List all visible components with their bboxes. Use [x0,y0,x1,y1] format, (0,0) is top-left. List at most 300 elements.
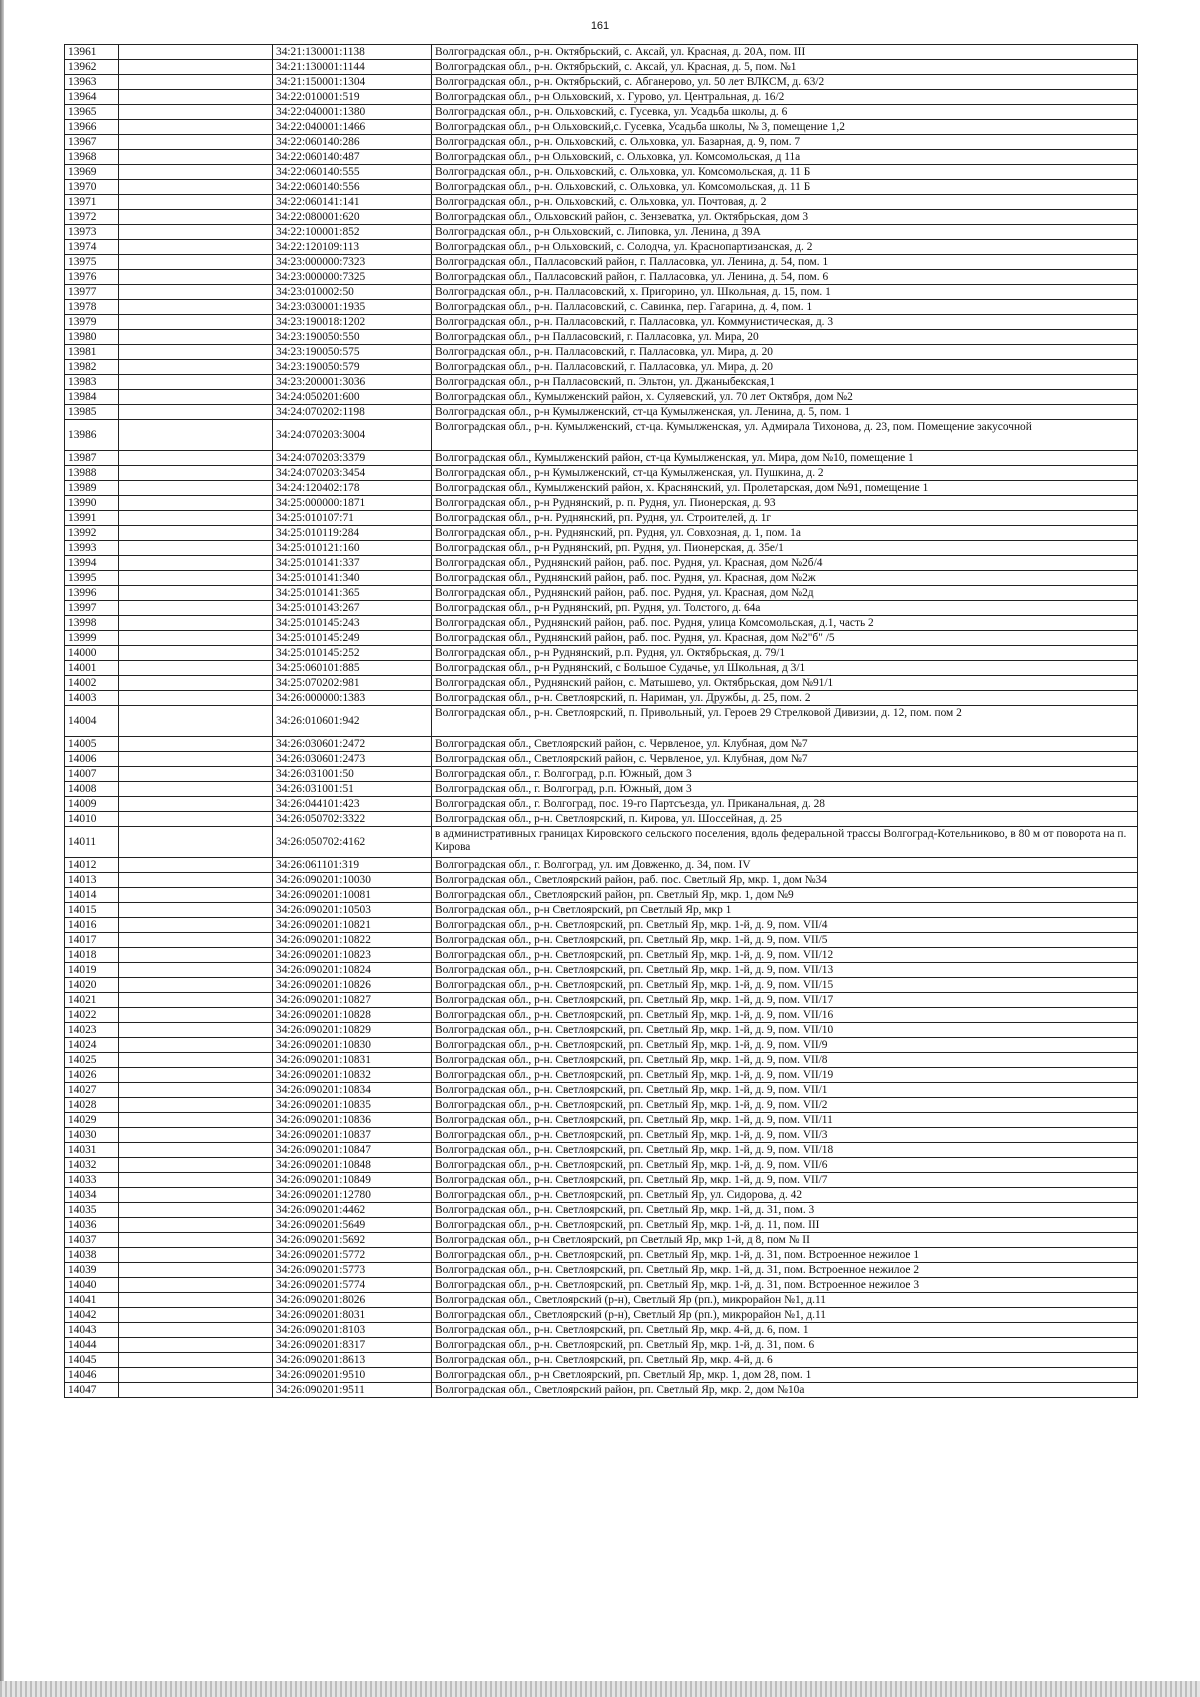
row-number-cell: 13996 [65,586,119,601]
empty-cell [119,706,273,737]
address-cell: Волгоградская обл., р-н. Октябрьский, с. Аксай, ул. Красная, д. 20А, пом. III [432,45,1138,60]
table-row [65,511,1138,526]
address-cell: Волгоградская обл., Руднянский район, раб. пос. Рудня, ул. Красная, дом №2д [432,586,1138,601]
address-cell: Волгоградская обл., р-н Кумылженский, ст-ца Кумылженская, ул. Пушкина, д. 2 [432,466,1138,481]
address-cell: Волгоградская обл., р-н. Светлоярский, рп. Светлый Яр, мкр. 1-й, д. 9, пом. VII/16 [432,1008,1138,1023]
address-cell: Волгоградская обл., г. Волгоград, р.п. Южный, дом 3 [432,767,1138,782]
address-cell: Волгоградская обл., р-н. Светлоярский, рп. Светлый Яр, мкр. 1-й, д. 9, пом. VII/7 [432,1173,1138,1188]
scan-edge-bottom [0,1681,1200,1697]
row-number-cell: 14025 [65,1053,119,1068]
row-number-cell: 13979 [65,315,119,330]
cadastral-number-cell: 34:26:090201:10847 [273,1143,432,1158]
table-row [65,1263,1138,1278]
cadastral-number-cell: 34:22:060140:556 [273,180,432,195]
empty-cell [119,481,273,496]
address-cell: Волгоградская обл., р-н. Светлоярский, рп. Светлый Яр, мкр. 4-й, д. 6, пом. 1 [432,1323,1138,1338]
empty-cell [119,571,273,586]
address-cell: Волгоградская обл., р-н. Светлоярский, рп. Светлый Яр, ул. Сидорова, д. 42 [432,1188,1138,1203]
empty-cell [119,827,273,858]
empty-cell [119,812,273,827]
row-number-cell: 14020 [65,978,119,993]
row-number-cell: 13985 [65,405,119,420]
empty-cell [119,1053,273,1068]
row-number-cell: 13993 [65,541,119,556]
table-row [65,918,1138,933]
empty-cell [119,1188,273,1203]
empty-cell [119,1233,273,1248]
cadastral-number-cell: 34:25:010119:284 [273,526,432,541]
table-row [65,1248,1138,1263]
cadastral-number-cell: 34:22:060140:487 [273,150,432,165]
cadastral-number-cell: 34:26:090201:10821 [273,918,432,933]
address-cell: Волгоградская обл., р-н. Ольховский, с. Ольховка, ул. Базарная, д. 9, пом. 7 [432,135,1138,150]
row-number-cell: 14041 [65,1293,119,1308]
cadastral-number-cell: 34:22:010001:519 [273,90,432,105]
row-number-cell: 14000 [65,646,119,661]
address-cell: Волгоградская обл., р-н Кумылженский, ст-ца Кумылженская, ул. Ленина, д. 5, пом. 1 [432,405,1138,420]
table-row [65,165,1138,180]
empty-cell [119,1113,273,1128]
row-number-cell: 13999 [65,631,119,646]
cadastral-number-cell: 34:26:061101:319 [273,858,432,873]
cadastral-number-cell: 34:26:090201:10829 [273,1023,432,1038]
address-cell: Волгоградская обл., р-н. Светлоярский, рп. Светлый Яр, мкр. 1-й, д. 9, пом. VII/15 [432,978,1138,993]
cadastral-number-cell: 34:22:060140:555 [273,165,432,180]
address-cell: Волгоградская обл., Руднянский район, с. Матышево, ул. Октябрьская, дом №91/1 [432,676,1138,691]
address-cell: Волгоградская обл., Кумылженский район, х. Краснянский, ул. Пролетарская, дом №91, помещение 1 [432,481,1138,496]
empty-cell [119,691,273,706]
cadastral-number-cell: 34:26:010601:942 [273,706,432,737]
row-number-cell: 14037 [65,1233,119,1248]
empty-cell [119,797,273,812]
row-number-cell: 14010 [65,812,119,827]
cadastral-number-cell: 34:25:010145:249 [273,631,432,646]
empty-cell [119,466,273,481]
row-number-cell: 13983 [65,375,119,390]
row-number-cell: 13977 [65,285,119,300]
row-number-cell: 13990 [65,496,119,511]
row-number-cell: 14017 [65,933,119,948]
cadastral-number-cell: 34:24:120402:178 [273,481,432,496]
row-number-cell: 14035 [65,1203,119,1218]
cadastral-number-cell: 34:22:120109:113 [273,240,432,255]
cadastral-number-cell: 34:21:130001:1138 [273,45,432,60]
table-row [65,105,1138,120]
address-cell: Волгоградская обл., Ольховский район, с. Зензеватка, ул. Октябрьская, дом 3 [432,210,1138,225]
cadastral-number-cell: 34:25:000000:1871 [273,496,432,511]
empty-cell [119,420,273,451]
table-row [65,375,1138,390]
row-number-cell: 14007 [65,767,119,782]
row-number-cell: 14004 [65,706,119,737]
cadastral-number-cell: 34:26:090201:10828 [273,1008,432,1023]
cadastral-number-cell: 34:22:060141:141 [273,195,432,210]
address-cell: Волгоградская обл., р-н. Светлоярский, рп. Светлый Яр, мкр. 1-й, д. 9, пом. VII/1 [432,1083,1138,1098]
row-number-cell: 13986 [65,420,119,451]
table-row [65,858,1138,873]
cadastral-number-cell: 34:22:100001:852 [273,225,432,240]
empty-cell [119,1278,273,1293]
address-cell: в административных границах Кировского сельского поселения, вдоль федеральной трассы Волгоград-Котельниково, в 80 м от поворота на п. Кирова [432,827,1138,858]
table-row [65,481,1138,496]
row-number-cell: 13978 [65,300,119,315]
table-row [65,752,1138,767]
cadastral-number-cell: 34:26:090201:10831 [273,1053,432,1068]
empty-cell [119,1353,273,1368]
table-row [65,571,1138,586]
cadastral-number-cell: 34:26:030601:2472 [273,737,432,752]
row-number-cell: 13969 [65,165,119,180]
table-row [65,90,1138,105]
table-row [65,1188,1138,1203]
empty-cell [119,285,273,300]
table-row [65,1053,1138,1068]
empty-cell [119,1143,273,1158]
cadastral-number-cell: 34:26:031001:50 [273,767,432,782]
table-row [65,616,1138,631]
address-cell: Волгоградская обл., Руднянский район, раб. пос. Рудня, ул. Красная, дом №2б/4 [432,556,1138,571]
table-row [65,60,1138,75]
table-row [65,586,1138,601]
empty-cell [119,1173,273,1188]
table-row [65,1023,1138,1038]
address-cell: Волгоградская обл., Руднянский район, раб. пос. Рудня, ул. Красная, дом №2"б" /5 [432,631,1138,646]
row-number-cell: 13995 [65,571,119,586]
cadastral-number-cell: 34:26:090201:10827 [273,993,432,1008]
address-cell: Волгоградская обл., р-н. Ольховский, с. Ольховка, ул. Комсомольская, д. 11 Б [432,180,1138,195]
table-row [65,541,1138,556]
cadastral-number-cell: 34:26:090201:8613 [273,1353,432,1368]
table-row [65,466,1138,481]
address-cell: Волгоградская обл., р-н Ольховский, с. Солодча, ул. Краснопартизанская, д. 2 [432,240,1138,255]
table-row [65,345,1138,360]
cadastral-number-cell: 34:26:090201:10824 [273,963,432,978]
cadastral-number-cell: 34:23:000000:7323 [273,255,432,270]
address-cell: Волгоградская обл., р-н. Палласовский, х. Пригорино, ул. Школьная, д. 15, пом. 1 [432,285,1138,300]
empty-cell [119,405,273,420]
cadastral-number-cell: 34:21:130001:1144 [273,60,432,75]
row-number-cell: 14031 [65,1143,119,1158]
row-number-cell: 14046 [65,1368,119,1383]
address-cell: Волгоградская обл., р-н. Светлоярский, рп. Светлый Яр, мкр. 1-й, д. 31, пом. 6 [432,1338,1138,1353]
row-number-cell: 14021 [65,993,119,1008]
table-row [65,1203,1138,1218]
cadastral-number-cell: 34:26:090201:10832 [273,1068,432,1083]
cadastral-number-cell: 34:25:010141:337 [273,556,432,571]
empty-cell [119,556,273,571]
empty-cell [119,255,273,270]
address-cell: Волгоградская обл., р-н. Светлоярский, рп. Светлый Яр, мкр. 1-й, д. 31, пом. Встроенное нежилое 1 [432,1248,1138,1263]
table-row [65,631,1138,646]
registry-table-body [65,45,1138,1398]
row-number-cell: 14013 [65,873,119,888]
empty-cell [119,270,273,285]
cadastral-number-cell: 34:26:090201:10823 [273,948,432,963]
cadastral-number-cell: 34:25:060101:885 [273,661,432,676]
empty-cell [119,1158,273,1173]
empty-cell [119,1038,273,1053]
empty-cell [119,195,273,210]
empty-cell [119,918,273,933]
table-row [65,75,1138,90]
cadastral-number-cell: 34:26:050702:3322 [273,812,432,827]
row-number-cell: 14014 [65,888,119,903]
cadastral-number-cell: 34:26:090201:10849 [273,1173,432,1188]
row-number-cell: 14044 [65,1338,119,1353]
address-cell: Волгоградская обл., Палласовский район, г. Палласовка, ул. Ленина, д. 54, пом. 1 [432,255,1138,270]
address-cell: Волгоградская обл., Руднянский район, раб. пос. Рудня, ул. Красная, дом №2ж [432,571,1138,586]
row-number-cell: 13971 [65,195,119,210]
cadastral-number-cell: 34:26:090201:5772 [273,1248,432,1263]
row-number-cell: 14003 [65,691,119,706]
address-cell: Волгоградская обл., Руднянский район, раб. пос. Рудня, улица Комсомольская, д.1, часть 2 [432,616,1138,631]
row-number-cell: 13972 [65,210,119,225]
address-cell: Волгоградская обл., Палласовский район, г. Палласовка, ул. Ленина, д. 54, пом. 6 [432,270,1138,285]
table-row [65,1368,1138,1383]
empty-cell [119,1083,273,1098]
row-number-cell: 13963 [65,75,119,90]
cadastral-number-cell: 34:26:044101:423 [273,797,432,812]
address-cell: Волгоградская обл., р-н. Светлоярский, рп. Светлый Яр, мкр. 1-й, д. 31, пом. Встроенное нежилое 3 [432,1278,1138,1293]
cadastral-number-cell: 34:26:090201:4462 [273,1203,432,1218]
table-row [65,1098,1138,1113]
empty-cell [119,1308,273,1323]
row-number-cell: 14026 [65,1068,119,1083]
row-number-cell: 14045 [65,1353,119,1368]
table-row [65,1308,1138,1323]
row-number-cell: 14024 [65,1038,119,1053]
address-cell: Волгоградская обл., р-н. Палласовский, с. Савинка, пер. Гагарина, д. 4, пом. 1 [432,300,1138,315]
row-number-cell: 14047 [65,1383,119,1398]
table-row [65,390,1138,405]
empty-cell [119,873,273,888]
row-number-cell: 14016 [65,918,119,933]
table-row [65,1143,1138,1158]
empty-cell [119,1068,273,1083]
empty-cell [119,1218,273,1233]
empty-cell [119,165,273,180]
cadastral-number-cell: 34:26:090201:8031 [273,1308,432,1323]
address-cell: Волгоградская обл., р-н. Палласовский, г. Палласовка, ул. Коммунистическая, д. 3 [432,315,1138,330]
cadastral-number-cell: 34:22:040001:1380 [273,105,432,120]
table-row [65,963,1138,978]
address-cell: Волгоградская обл., р-н. Светлоярский, рп. Светлый Яр, мкр. 1-й, д. 9, пом. VII/8 [432,1053,1138,1068]
table-row [65,1338,1138,1353]
cadastral-number-cell: 34:25:010121:160 [273,541,432,556]
row-number-cell: 13998 [65,616,119,631]
cadastral-number-cell: 34:26:090201:9510 [273,1368,432,1383]
row-number-cell: 13991 [65,511,119,526]
cadastral-number-cell: 34:23:190018:1202 [273,315,432,330]
empty-cell [119,1338,273,1353]
empty-cell [119,360,273,375]
cadastral-number-cell: 34:23:190050:550 [273,330,432,345]
cadastral-number-cell: 34:25:010141:365 [273,586,432,601]
empty-cell [119,767,273,782]
table-row [65,210,1138,225]
cadastral-number-cell: 34:21:150001:1304 [273,75,432,90]
table-row [65,195,1138,210]
empty-cell [119,300,273,315]
row-number-cell: 13964 [65,90,119,105]
empty-cell [119,1023,273,1038]
registry-table [64,44,1138,1398]
address-cell: Волгоградская обл., Светлоярский район, рп. Светлый Яр, мкр. 2, дом №10а [432,1383,1138,1398]
empty-cell [119,496,273,511]
address-cell: Волгоградская обл., р-н. Руднянский, рп. Рудня, ул. Строителей, д. 1г [432,511,1138,526]
cadastral-number-cell: 34:23:030001:1935 [273,300,432,315]
row-number-cell: 13987 [65,451,119,466]
empty-cell [119,45,273,60]
address-cell: Волгоградская обл., р-н Руднянский, р.п. Рудня, ул. Октябрьская, д. 79/1 [432,646,1138,661]
empty-cell [119,375,273,390]
empty-cell [119,1098,273,1113]
empty-cell [119,210,273,225]
table-row [65,180,1138,195]
row-number-cell: 14002 [65,676,119,691]
address-cell: Волгоградская обл., р-н. Кумылженский, ст-ца. Кумылженская, ул. Адмирала Тихонова, д. 23, пом. Помещение закусочной [432,420,1138,451]
address-cell: Волгоградская обл., г. Волгоград, ул. им Довженко, д. 34, пом. IV [432,858,1138,873]
row-number-cell: 13976 [65,270,119,285]
cadastral-number-cell: 34:23:010002:50 [273,285,432,300]
empty-cell [119,737,273,752]
empty-cell [119,978,273,993]
empty-cell [119,180,273,195]
cadastral-number-cell: 34:26:090201:5773 [273,1263,432,1278]
address-cell: Волгоградская обл., Светлоярский район, раб. пос. Светлый Яр, мкр. 1, дом №34 [432,873,1138,888]
address-cell: Волгоградская обл., р-н Руднянский, рп. Рудня, ул. Толстого, д. 64а [432,601,1138,616]
address-cell: Волгоградская обл., р-н. Светлоярский, рп. Светлый Яр, мкр. 1-й, д. 31, пом. Встроенное нежилое 2 [432,1263,1138,1278]
empty-cell [119,240,273,255]
empty-cell [119,586,273,601]
empty-cell [119,1368,273,1383]
empty-cell [119,345,273,360]
empty-cell [119,1323,273,1338]
address-cell: Волгоградская обл., р-н. Светлоярский, рп. Светлый Яр, мкр. 1-й, д. 9, пом. VII/12 [432,948,1138,963]
empty-cell [119,601,273,616]
empty-cell [119,135,273,150]
address-cell: Волгоградская обл., р-н Ольховский, х. Гурово, ул. Центральная, д. 16/2 [432,90,1138,105]
address-cell: Волгоградская обл., р-н. Палласовский, г. Палласовка, ул. Мира, д. 20 [432,345,1138,360]
row-number-cell: 14001 [65,661,119,676]
table-row [65,330,1138,345]
cadastral-number-cell: 34:23:200001:3036 [273,375,432,390]
address-cell: Волгоградская обл., р-н. Светлоярский, рп. Светлый Яр, мкр. 1-й, д. 9, пом. VII/4 [432,918,1138,933]
cadastral-number-cell: 34:26:090201:8026 [273,1293,432,1308]
address-cell: Волгоградская обл., р-н. Палласовский, г. Палласовка, ул. Мира, д. 20 [432,360,1138,375]
row-number-cell: 14029 [65,1113,119,1128]
cadastral-number-cell: 34:26:031001:51 [273,782,432,797]
empty-cell [119,676,273,691]
empty-cell [119,526,273,541]
table-row [65,135,1138,150]
address-cell: Волгоградская обл., г. Волгоград, пос. 19-го Партсъезда, ул. Приканальная, д. 28 [432,797,1138,812]
row-number-cell: 14042 [65,1308,119,1323]
address-cell: Волгоградская обл., р-н. Светлоярский, рп. Светлый Яр, мкр. 1-й, д. 9, пом. VII/18 [432,1143,1138,1158]
address-cell: Волгоградская обл., р-н Палласовский, г. Палласовка, ул. Мира, 20 [432,330,1138,345]
table-row [65,888,1138,903]
row-number-cell: 13975 [65,255,119,270]
table-row [65,45,1138,60]
table-row [65,120,1138,135]
cadastral-number-cell: 34:25:070202:981 [273,676,432,691]
table-row [65,1068,1138,1083]
table-row [65,1323,1138,1338]
address-cell: Волгоградская обл., р-н. Светлоярский, рп. Светлый Яр, мкр. 1-й, д. 9, пом. VII/13 [432,963,1138,978]
row-number-cell: 14019 [65,963,119,978]
address-cell: Волгоградская обл., р-н. Светлоярский, п. Кирова, ул. Шоссейная, д. 25 [432,812,1138,827]
row-number-cell: 13965 [65,105,119,120]
address-cell: Волгоградская обл., Светлоярский район, с. Червленое, ул. Клубная, дом №7 [432,737,1138,752]
address-cell: Волгоградская обл., р-н. Светлоярский, рп. Светлый Яр, мкр. 4-й, д. 6 [432,1353,1138,1368]
address-cell: Волгоградская обл., р-н Ольховский, с. Липовка, ул. Ленина, д 39А [432,225,1138,240]
table-row [65,240,1138,255]
row-number-cell: 13968 [65,150,119,165]
cadastral-number-cell: 34:26:090201:5774 [273,1278,432,1293]
cadastral-number-cell: 34:26:090201:10030 [273,873,432,888]
row-number-cell: 14032 [65,1158,119,1173]
address-cell: Волгоградская обл., р-н. Ольховский, с. Ольховка, ул. Почтовая, д. 2 [432,195,1138,210]
address-cell: Волгоградская обл., р-н. Светлоярский, рп. Светлый Яр, мкр. 1-й, д. 9, пом. VII/11 [432,1113,1138,1128]
address-cell: Волгоградская обл., р-н Палласовский, п. Эльтон, ул. Джаныбекская,1 [432,375,1138,390]
empty-cell [119,451,273,466]
address-cell: Волгоградская обл., Светлоярский (р-н), Светлый Яр (рп.), микрорайон №1, д.11 [432,1308,1138,1323]
table-row [65,496,1138,511]
table-row [65,405,1138,420]
row-number-cell: 14008 [65,782,119,797]
address-cell: Волгоградская обл., р-н. Октябрьский, с. Аксай, ул. Красная, д. 5, пом. №1 [432,60,1138,75]
row-number-cell: 14043 [65,1323,119,1338]
cadastral-number-cell: 34:26:090201:10848 [273,1158,432,1173]
cadastral-number-cell: 34:26:000000:1383 [273,691,432,706]
table-row [65,948,1138,963]
cadastral-number-cell: 34:23:190050:579 [273,360,432,375]
row-number-cell: 13966 [65,120,119,135]
row-number-cell: 13992 [65,526,119,541]
address-cell: Волгоградская обл., Кумылженский район, х. Суляевский, ул. 70 лет Октября, дом №2 [432,390,1138,405]
cadastral-number-cell: 34:25:010107:71 [273,511,432,526]
empty-cell [119,150,273,165]
table-row [65,601,1138,616]
cadastral-number-cell: 34:26:030601:2473 [273,752,432,767]
row-number-cell: 13973 [65,225,119,240]
table-row [65,1218,1138,1233]
empty-cell [119,903,273,918]
table-row [65,285,1138,300]
row-number-cell: 14034 [65,1188,119,1203]
empty-cell [119,752,273,767]
row-number-cell: 13981 [65,345,119,360]
cadastral-number-cell: 34:22:060140:286 [273,135,432,150]
empty-cell [119,993,273,1008]
cadastral-number-cell: 34:26:090201:10837 [273,1128,432,1143]
cadastral-number-cell: 34:26:090201:10836 [273,1113,432,1128]
address-cell: Волгоградская обл., р-н Светлоярский, рп Светлый Яр, мкр 1-й, д 8, пом № II [432,1233,1138,1248]
row-number-cell: 14009 [65,797,119,812]
table-row [65,1173,1138,1188]
table-row [65,782,1138,797]
address-cell: Волгоградская обл., р-н. Ольховский, с. Гусевка, ул. Усадьба школы, д. 6 [432,105,1138,120]
row-number-cell: 14038 [65,1248,119,1263]
empty-cell [119,105,273,120]
table-row [65,646,1138,661]
row-number-cell: 14036 [65,1218,119,1233]
table-row [65,1128,1138,1143]
row-number-cell: 14040 [65,1278,119,1293]
address-cell: Волгоградская обл., Светлоярский район, рп. Светлый Яр, мкр. 1, дом №9 [432,888,1138,903]
address-cell: Волгоградская обл., Светлоярский район, с. Червленое, ул. Клубная, дом №7 [432,752,1138,767]
table-row [65,1083,1138,1098]
